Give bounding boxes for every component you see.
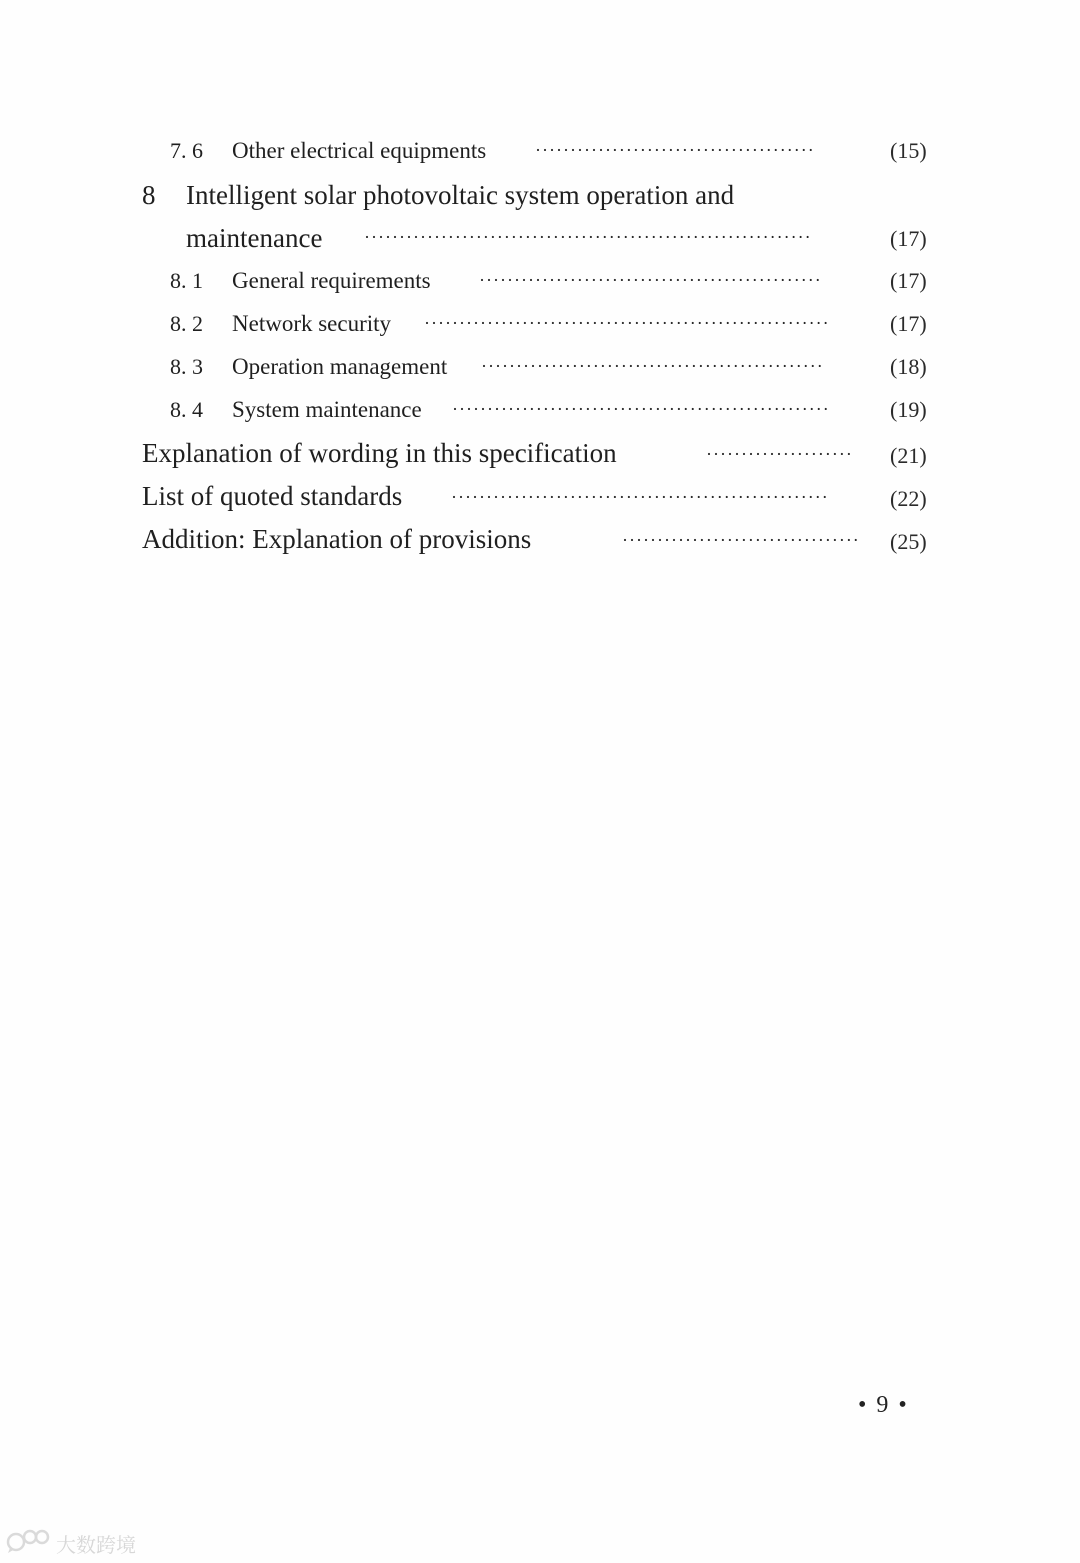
toc-entry-quoted-standards [0, 481, 1080, 521]
toc-dot-leader: ····················· [706, 444, 853, 464]
toc-entry-title-continuation: maintenance [186, 223, 323, 253]
toc-entry-title: Intelligent solar photovoltaic system operation and [186, 180, 735, 210]
toc-entry-8-3 [0, 354, 1080, 394]
toc-dot-leader: ······················································ [451, 487, 829, 507]
toc-entry-page: (19) [890, 397, 927, 422]
toc-entry-title: Explanation of wording in this specification [142, 438, 617, 468]
toc-entry-page: (18) [890, 354, 927, 379]
toc-entry-title: System maintenance [232, 397, 422, 422]
toc-entry-page: (21) [890, 443, 927, 468]
toc-entry-title: Addition: Explanation of provisions [142, 524, 532, 554]
toc-entry-8-1 [0, 268, 1080, 308]
toc-entry-page: (25) [890, 529, 927, 554]
toc-entry-number: 8. 1 [170, 268, 203, 293]
toc-entry-number: 8. 2 [170, 311, 203, 336]
toc-dot-leader: ·························································· [424, 313, 830, 333]
toc-entry-number: 8. 3 [170, 354, 203, 379]
toc-dot-leader: ································································ [364, 227, 812, 247]
toc-dot-leader: ········································ [535, 140, 815, 160]
toc-entry-title: Other electrical equipments [232, 138, 487, 163]
toc-dot-leader: ················································· [479, 270, 822, 290]
chat-bubble-logo-icon [6, 1528, 52, 1559]
watermark [6, 1528, 136, 1558]
toc-entry-page: (17) [890, 226, 927, 251]
toc-entry-8-2 [0, 311, 1080, 351]
toc-entry-title: Network security [232, 311, 392, 336]
toc-entry-8-4 [0, 397, 1080, 437]
page-number: • 9 • [858, 1392, 909, 1418]
toc-entry-title: Operation management [232, 354, 448, 379]
toc-entry-title: List of quoted standards [142, 481, 403, 511]
toc-entry-title: General requirements [232, 268, 431, 293]
toc-entry-number: 8 [142, 180, 156, 210]
toc-entry-8 [0, 180, 1080, 220]
toc-entry-8-continuation [0, 223, 1080, 263]
toc-dot-leader: ······················································ [452, 399, 830, 419]
toc-dot-leader: ·································· [622, 530, 860, 550]
toc-entry-page: (17) [890, 268, 927, 293]
toc-entry-page: (22) [890, 486, 927, 511]
toc-entry-page: (15) [890, 138, 927, 163]
toc-entry-page: (17) [890, 311, 927, 336]
toc-entry-number: 8. 4 [170, 397, 203, 422]
watermark-text: 大数跨境 [56, 1532, 136, 1557]
toc-entry-wording-explanation [0, 438, 1080, 478]
toc-entry-number: 7. 6 [170, 138, 203, 163]
toc-entry-addition [0, 524, 1080, 564]
toc-entry-7-6 [0, 138, 1080, 178]
toc-dot-leader: ················································· [481, 356, 824, 376]
